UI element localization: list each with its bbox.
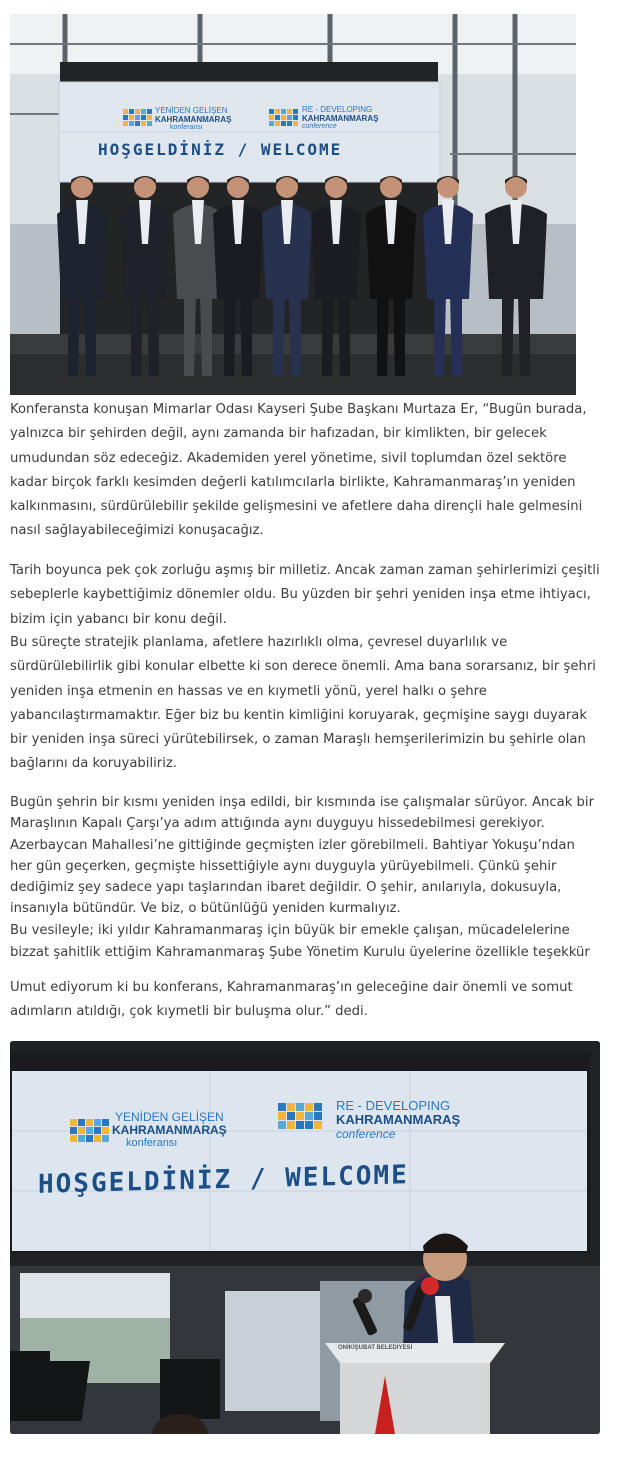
article-paragraph: Bugün şehrin bir kısmı yeniden inşa edildi, bir kısmında ise çalışmalar sürüyor. Ancak bir Maraşlının Kapalı Çarşı’ya adım attığında aynı duyguyu hissedebilmesi gerekiyor. Azerbaycan Mahallesi’ne gittiğinde geçmişten izler görebilmeli. Bahtiyar Yokuşu’ndan her gün geçerken, geçmişte hissettiğiyle aynı duyguyla yürüyebilmeli. Çünkü şehir dediğimiz şey sadece yapı taşlarından ibaret değildir. O şehir, anılarıyla, dokusuyla, insanıyla bütündür. Ve biz, o bütünlüğü yeniden kurmalıyız. xyxy=(10,795,595,917)
article-paragraph: Bu süreçte stratejik planlama, afetlere hazırlıklı olma, çevresel duyarlılık ve sürdürülebilirlik gibi konular elbette ki son derece önemli. Ama bana sorarsanız, bir şehri yeniden inşa etmenin en hassas ve en kıymetli yönü, yerel halkı o şehre yabancılaştırmamaktır. Eğer biz bu kentin kimliğini koruyarak, geçmişine saygı duyarak bir yeniden inşa süreci yürütebilirsek, o zaman Maraşlı hemşerilerimizin bu şehirle olan bağlarını da koruyabiliriz. xyxy=(10,635,596,772)
speaker-photo xyxy=(10,1041,600,1434)
left-logo-line2: KAHRAMANMARAŞ xyxy=(112,1123,227,1137)
banner-welcome-title: HOŞGELDİNİZ / WELCOME xyxy=(98,140,343,159)
left-logo-line1: YENİDEN GELİŞEN xyxy=(115,1110,224,1124)
right-logo-line3: conference xyxy=(336,1127,396,1141)
right-logo-line1: RE - DEVELOPING xyxy=(336,1098,451,1113)
right-logo-line3: conference xyxy=(302,123,337,130)
logo-mosaic-icon xyxy=(278,1103,322,1129)
left-logo-line3: konferansı xyxy=(126,1137,178,1149)
right-logo-line2: KAHRAMANMARAŞ xyxy=(302,114,379,123)
left-logo-line1: YENİDEN GELİŞEN xyxy=(155,106,228,115)
right-logo-line1: RE - DEVELOPING xyxy=(302,105,373,114)
left-logo-line3: konferansı xyxy=(170,124,203,131)
speaker-photo-scene xyxy=(10,1041,600,1434)
article-paragraph: Konferansta konuşan Mimarlar Odası Kayseri Şube Başkanı Murtaza Er, “Bugün burada, yalnızca bir şehirden değil, aynı zamanda bir hafızadan, bir kimlikten, bir gelecek umudundan söz edeceğiz. Akademiden yerel yönetime, sivil toplumdan özel sektöre kadar birçok farklı kesimden değerli katılımcılarla birlikte, Kahramanmaraş’ın yeniden kalkınmasını, sürdürülebilir şekilde gelişmesini ve afetlere daha dirençli hale gelmesini nasıl sağlayabileceğimizi konuşacağız. xyxy=(10,402,587,539)
logo-mosaic-icon xyxy=(269,109,298,126)
podium-label: ONİKİŞUBAT BELEDİYESİ xyxy=(338,1345,413,1351)
group-photo-scene xyxy=(10,14,576,395)
article-paragraph: Tarih boyunca pek çok zorluğu aşmış bir milletiz. Ancak zaman zaman şehirlerimizi çeşitli sebeplerle kaybettiğimiz dönemler oldu. Bu yüzden bir şehri yeniden inşa etme ihtiyacı, bizim için yabancı bir konu değil. xyxy=(10,563,600,627)
banner-welcome-title: HOŞGELDİNİZ / WELCOME xyxy=(38,1160,409,1200)
group-photo xyxy=(10,14,576,395)
right-logo-line2: KAHRAMANMARAŞ xyxy=(336,1112,461,1127)
article-paragraph: Umut ediyorum ki bu konferans, Kahramanmaraş’ın geleceğine dair önemli ve somut adımların atıldığı, çok kıymetli bir buluşma olur.” dedi. xyxy=(10,980,573,1020)
logo-mosaic-icon xyxy=(123,109,152,126)
left-logo-line2: KAHRAMANMARAŞ xyxy=(155,115,232,124)
article-paragraph: Bu vesileyle; iki yıldır Kahramanmaraş için büyük bir emekle çalışan, mücadelelerine bizzat şahitlik ettiğim Kahramanmaraş Şube Yönetim Kurulu üyelerine özellikle teşekkür xyxy=(10,923,590,960)
logo-mosaic-icon xyxy=(70,1119,109,1142)
